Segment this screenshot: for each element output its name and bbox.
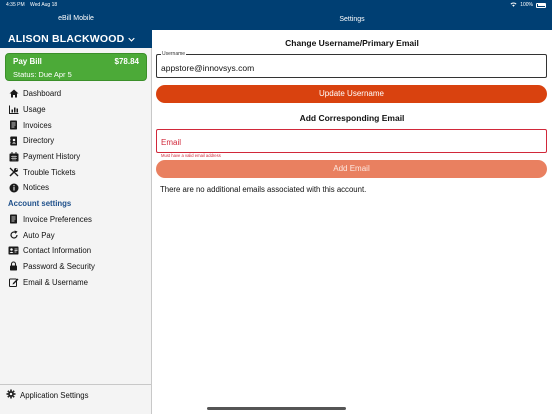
sidebar-item-invoice-preferences[interactable] bbox=[0, 212, 152, 228]
sidebar-item-trouble-tickets[interactable] bbox=[0, 164, 152, 180]
battery-icon bbox=[536, 3, 546, 8]
email-section-title: Add Corresponding Email bbox=[299, 113, 405, 123]
pay-bill-status: Status: Due Apr 5 bbox=[13, 70, 72, 79]
sidebar-item-dashboard[interactable] bbox=[0, 86, 152, 102]
sidebar-item-label: Invoice Preferences bbox=[23, 214, 92, 224]
book-icon bbox=[8, 136, 19, 146]
pay-bill-card[interactable] bbox=[5, 53, 147, 81]
sidebar-item-label: Usage bbox=[23, 105, 46, 115]
sidebar-item-password-security[interactable] bbox=[0, 259, 152, 275]
sidebar-item-label: Notices bbox=[23, 183, 49, 193]
sidebar-item-invoices[interactable] bbox=[0, 117, 152, 133]
sidebar-item-auto-pay[interactable] bbox=[0, 227, 152, 243]
user-name: ALISON BLACKWOOD bbox=[8, 33, 125, 45]
application-settings-label: Application Settings bbox=[20, 390, 89, 400]
id-card-icon bbox=[8, 246, 19, 256]
sidebar-item-label: Payment History bbox=[23, 152, 81, 162]
sidebar-item-application-settings[interactable] bbox=[0, 389, 152, 401]
sidebar-item-label: Dashboard bbox=[23, 89, 62, 99]
calendar-icon bbox=[8, 152, 19, 162]
pay-bill-label: Pay Bill bbox=[13, 57, 42, 66]
add-email-button[interactable]: Add Email bbox=[156, 160, 547, 178]
sidebar-item-label: Auto Pay bbox=[23, 230, 55, 240]
sidebar bbox=[0, 0, 152, 414]
lock-icon bbox=[8, 261, 19, 271]
status-date: Wed Aug 18 bbox=[30, 2, 58, 8]
home-icon bbox=[8, 89, 19, 99]
edit-icon bbox=[8, 277, 19, 287]
username-section-title: Change Username/Primary Email bbox=[285, 38, 419, 48]
document-icon bbox=[8, 120, 19, 130]
sidebar-item-email-username[interactable] bbox=[0, 274, 152, 290]
sidebar-footer bbox=[0, 384, 152, 414]
page-title: Settings bbox=[152, 10, 552, 30]
document-icon bbox=[8, 214, 19, 224]
pay-bill-amount: $78.84 bbox=[114, 57, 139, 66]
status-bar bbox=[0, 0, 552, 10]
chevron-down-icon bbox=[128, 33, 135, 45]
sidebar-item-label: Trouble Tickets bbox=[23, 167, 76, 177]
info-icon bbox=[8, 183, 19, 193]
sidebar-item-contact-information[interactable] bbox=[0, 243, 152, 259]
home-indicator[interactable] bbox=[207, 407, 346, 410]
tools-icon bbox=[8, 167, 19, 177]
app-title: eBill Mobile bbox=[58, 15, 94, 22]
username-field-label: Username bbox=[162, 51, 186, 57]
email-error-message: Must have a valid email address bbox=[161, 153, 221, 158]
sidebar-item-label: Email & Username bbox=[23, 277, 88, 287]
sidebar-item-payment-history[interactable] bbox=[0, 149, 152, 165]
username-field-value: appstore@innovsys.com bbox=[161, 63, 255, 73]
sidebar-item-label: Password & Security bbox=[23, 261, 95, 271]
gear-icon bbox=[6, 389, 16, 401]
sidebar-header bbox=[0, 10, 152, 48]
status-time: 4:35 PM bbox=[6, 2, 25, 8]
battery-percent: 100% bbox=[520, 2, 533, 8]
sidebar-item-usage[interactable] bbox=[0, 102, 152, 118]
username-field[interactable] bbox=[156, 51, 547, 78]
sidebar-nav bbox=[0, 86, 152, 290]
no-emails-message: There are no additional emails associated with this account. bbox=[160, 185, 367, 194]
account-settings-heading: Account settings bbox=[8, 199, 72, 209]
wifi-icon bbox=[510, 2, 517, 9]
sidebar-item-label: Directory bbox=[23, 136, 55, 146]
sidebar-item-directory[interactable] bbox=[0, 133, 152, 149]
sidebar-item-notices[interactable] bbox=[0, 180, 152, 196]
email-field-placeholder: Email bbox=[161, 138, 182, 147]
user-switcher[interactable] bbox=[8, 33, 135, 45]
update-username-button[interactable]: Update Username bbox=[156, 85, 547, 103]
email-field[interactable] bbox=[156, 129, 547, 153]
chart-icon bbox=[8, 105, 19, 115]
sidebar-item-label: Contact Information bbox=[23, 246, 92, 256]
refresh-icon bbox=[8, 230, 19, 240]
sidebar-item-label: Invoices bbox=[23, 120, 52, 130]
